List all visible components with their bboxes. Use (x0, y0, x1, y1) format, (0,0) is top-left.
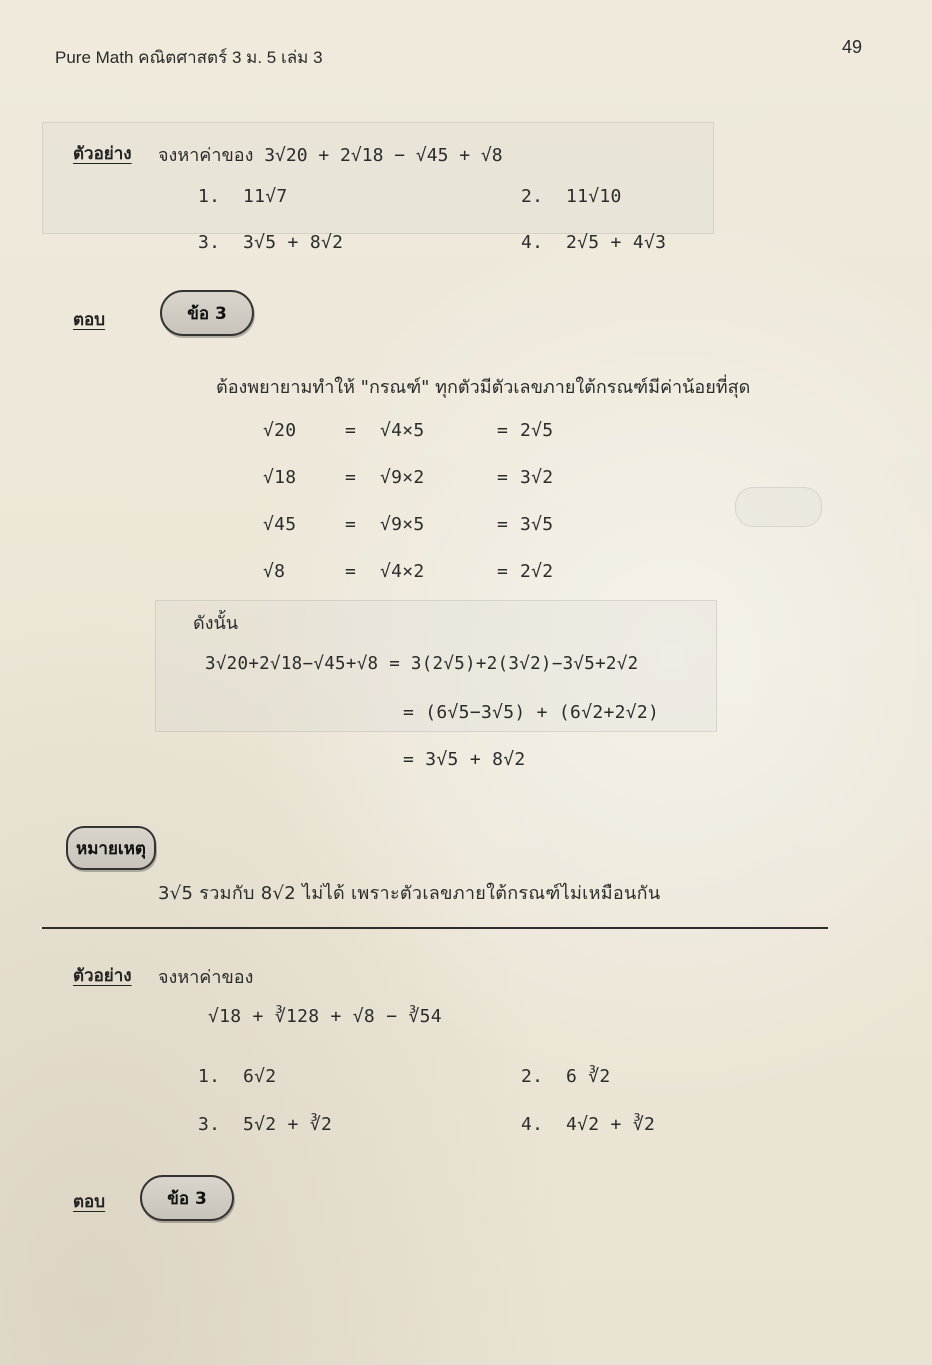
step-mid: √4×5 (380, 420, 425, 441)
choice-text: 2√5 + 4√3 (566, 232, 667, 253)
answer-badge: ข้อ 3 (160, 290, 254, 336)
step-eq: = (345, 467, 357, 488)
step-lhs: √45 (263, 514, 297, 535)
step-eq: = (345, 561, 357, 582)
therefore-text: ดังนั้น (193, 613, 239, 634)
example-expression: √18 + ∛128 + √8 − ∛54 (208, 1006, 442, 1027)
example-label: ตัวอย่าง (73, 144, 132, 164)
step-rhs: 3√2 (520, 467, 554, 488)
section-divider (42, 927, 828, 929)
choice-number: 4. (521, 1114, 544, 1135)
bleed-through-block (42, 122, 714, 234)
step-rhs: 3√5 (520, 514, 554, 535)
explanation-text: ต้องพยายามทำให้ "กรณฑ์" ทุกตัวมีตัวเลขภายใต้กรณฑ์มีค่าน้อยที่สุด (216, 377, 751, 398)
step-eq: = (345, 514, 357, 535)
step-mid: √9×2 (380, 467, 425, 488)
choice-text: 11√7 (243, 186, 288, 207)
step-eq: = (497, 420, 509, 441)
step-eq: = (497, 467, 509, 488)
step-mid: √4×2 (380, 561, 425, 582)
choice-number: 4. (521, 232, 544, 253)
step-rhs: 2√2 (520, 561, 554, 582)
step-eq: = (497, 514, 509, 535)
choice-number: 2. (521, 186, 544, 207)
choice-number: 1. (198, 186, 221, 207)
step-eq: = (497, 561, 509, 582)
step-mid: √9×5 (380, 514, 425, 535)
choice-number: 2. (521, 1066, 544, 1087)
answer-badge: ข้อ 3 (140, 1175, 234, 1221)
derivation-line: = (6√5−3√5) + (6√2+2√2) (403, 702, 660, 723)
derivation-line: 3√20+2√18−√45+√8 = 3(2√5)+2(3√2)−3√5+2√2 (205, 654, 639, 674)
step-rhs: 2√5 (520, 420, 554, 441)
example-label: ตัวอย่าง (73, 966, 132, 986)
example-question: จงหาค่าของ 3√20 + 2√18 − √45 + √8 (158, 145, 503, 166)
step-lhs: √8 (263, 561, 286, 582)
choice-text: 4√2 + ∛2 (566, 1114, 656, 1135)
choice-text: 5√2 + ∛2 (243, 1114, 333, 1135)
answer-label: ตอบ (73, 310, 106, 330)
bleed-through-block (735, 487, 822, 527)
answer-label: ตอบ (73, 1192, 106, 1212)
page-number: 49 (842, 37, 863, 57)
step-lhs: √18 (263, 467, 297, 488)
choice-text: 6 ∛2 (566, 1066, 611, 1087)
note-badge: หมายเหตุ (66, 826, 156, 870)
step-lhs: √20 (263, 420, 297, 441)
choice-text: 11√10 (566, 186, 622, 207)
choice-number: 1. (198, 1066, 221, 1087)
choice-text: 3√5 + 8√2 (243, 232, 344, 253)
note-text: 3√5 รวมกับ 8√2 ไม่ได้ เพราะตัวเลขภายใต้กรณฑ์ไม่เหมือนกัน (158, 883, 661, 904)
choice-number: 3. (198, 232, 221, 253)
example-question: จงหาค่าของ (158, 967, 254, 988)
choice-number: 3. (198, 1114, 221, 1135)
step-eq: = (345, 420, 357, 441)
book-title: Pure Math คณิตศาสตร์ 3 ม. 5 เล่ม 3 (55, 48, 323, 67)
choice-text: 6√2 (243, 1066, 277, 1087)
derivation-line: = 3√5 + 8√2 (403, 749, 526, 770)
